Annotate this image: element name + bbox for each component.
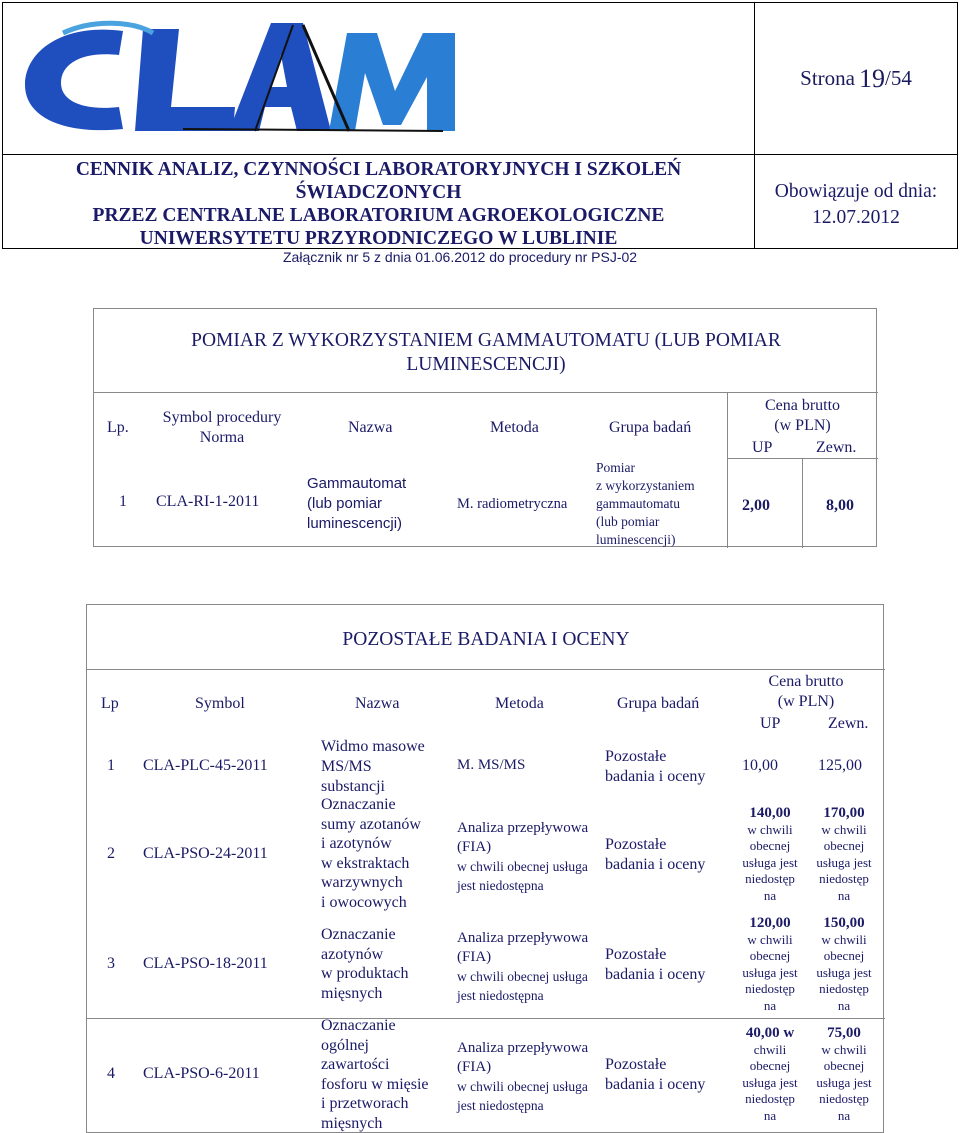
cell-grupa: Pozostałe badania i oceny — [605, 1056, 706, 1093]
col-nazwa-header: Nazwa — [348, 419, 393, 436]
cell-nazwa: Oznaczanie sumy azotanów i azotynów w ekstraktach warzywnych i owocowych — [321, 796, 421, 911]
section-title: POMIAR Z WYKORZYSTANIEM GAMMAUTOMATU (LUB POMIAR LUMINESCENCJI) — [191, 330, 781, 375]
col-up-header: UP — [752, 439, 773, 456]
cell-lp: 4 — [107, 1065, 115, 1082]
cell-zewn: 8,00 — [826, 497, 854, 514]
section-title: POZOSTAŁE BADANIA I OCENY — [342, 629, 630, 650]
cell-zewn: 170,00 w chwili obecnej usługa jest niedostęp na — [816, 805, 872, 903]
cell-zewn: 125,00 — [818, 757, 862, 774]
cell-lp: 1 — [119, 493, 127, 510]
col-grupa-header: Grupa badań — [617, 695, 700, 712]
logo-area — [3, 3, 755, 155]
cell-up: 120,00 w chwili obecnej usługa jest niedostęp na — [742, 915, 798, 1013]
cell-metoda: M. radiometryczna — [457, 496, 568, 512]
cell-nazwa: Oznaczanie ogólnej zawartości fosforu w mięsie i przetworach mięsnych — [321, 1017, 429, 1132]
document-title — [3, 155, 755, 248]
cell-up: 10,00 — [742, 757, 778, 774]
col-zewn-header: Zewn. — [828, 715, 869, 732]
col-cena-header: Cena brutto (w PLN) — [764, 397, 841, 434]
col-symbol-header: Symbol procedury Norma — [162, 409, 282, 446]
title-line: CENNIK ANALIZ, CZYNNOŚCI LABORATORYJNYCH I SZKOLEŃ — [75, 159, 682, 180]
cla-logo — [3, 3, 753, 153]
cell-zewn: 75,00 w chwili obecnej usługa jest niedostęp na — [816, 1025, 872, 1123]
cell-symbol: CLA-PSO-18-2011 — [143, 955, 268, 972]
page-current: 19 — [858, 63, 885, 93]
cell-up: 40,00 w chwili obecnej usługa jest niedostęp na — [742, 1025, 798, 1123]
validity-box — [755, 155, 957, 248]
col-symbol-header: Symbol — [195, 695, 245, 712]
cell-metoda: Analiza przepływowa (FIA) w chwili obecnej usługa jest niedostępna — [457, 930, 589, 1003]
cell-up: 2,00 — [742, 497, 770, 514]
col-grupa-header: Grupa badań — [609, 419, 692, 436]
cell-lp: 1 — [107, 757, 115, 774]
cell-lp: 2 — [107, 845, 115, 862]
cell-symbol: CLA-PSO-6-2011 — [143, 1065, 260, 1082]
cell-grupa: Pozostałe badania i oceny — [605, 836, 706, 873]
cell-grupa: Pozostałe badania i oceny — [605, 946, 706, 983]
cell-grupa: Pozostałe badania i oceny — [605, 748, 706, 785]
cell-lp: 3 — [107, 955, 115, 972]
col-metoda-header: Metoda — [495, 695, 544, 712]
cell-grupa: Pomiar z wykorzystaniem gammautomatu (lub pomiar luminescencji) — [596, 460, 695, 547]
cell-nazwa: Oznaczanie azotynów w produktach mięsnych — [321, 926, 409, 1002]
col-lp-header: Lp. — [107, 419, 129, 436]
cell-zewn: 150,00 w chwili obecnej usługa jest niedostęp na — [816, 915, 872, 1013]
cell-nazwa: Gammautomat (lub pomiar luminescencji) — [307, 475, 407, 532]
col-zewn-header: Zewn. — [816, 439, 857, 456]
title-line: ŚWIADCZONYCH — [295, 182, 462, 203]
section-gammautomat — [93, 308, 877, 547]
cell-symbol: CLA-PSO-24-2011 — [143, 845, 268, 862]
cell-metoda: M. MS/MS — [457, 757, 526, 773]
cell-symbol: CLA-RI-1-2011 — [156, 493, 260, 510]
page-number — [755, 3, 957, 155]
document-header — [2, 2, 958, 249]
cell-metoda: Analiza przepływowa (FIA) w chwili obecnej usługa jest niedostępna — [457, 820, 589, 893]
col-nazwa-header: Nazwa — [355, 695, 400, 712]
title-line: PRZEZ CENTRALNE LABORATORIUM AGROEKOLOGICZNE — [92, 205, 665, 226]
col-cena-header: Cena brutto (w PLN) — [768, 673, 844, 710]
cell-nazwa: Widmo masowe MS/MS substancji — [321, 738, 425, 795]
page-total: /54 — [884, 66, 912, 90]
title-line: UNIWERSYTETU PRZYRODNICZEGO W LUBLINIE — [139, 228, 618, 249]
page-label: Strona — [800, 66, 855, 90]
section-pozostale — [86, 604, 884, 1133]
cell-metoda: Analiza przepływowa (FIA) w chwili obecnej usługa jest niedostępna — [457, 1040, 589, 1113]
logo-text: CLA — [455, 129, 457, 130]
validity-label: Obowiązuje od dnia: — [774, 181, 938, 202]
col-metoda-header: Metoda — [490, 419, 539, 436]
col-up-header: UP — [760, 715, 781, 732]
annex-note: Załącznik nr 5 z dnia 01.06.2012 do procedury nr PSJ-02 — [283, 249, 638, 265]
cell-symbol: CLA-PLC-45-2011 — [143, 757, 268, 774]
cell-up: 140,00 w chwili obecnej usługa jest niedostęp na — [742, 805, 798, 903]
col-lp-header: Lp — [101, 695, 119, 712]
validity-date: 12.07.2012 — [812, 207, 900, 228]
